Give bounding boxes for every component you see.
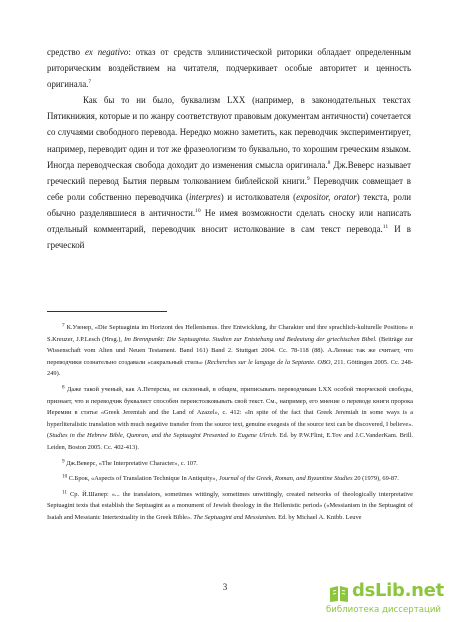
- footnote-8: [47, 384, 413, 454]
- footnote-number: 8: [62, 384, 65, 391]
- footnote-11: [47, 489, 413, 524]
- footnote-text: Дж.Веверс, «The Interpretative Character», с. 107.: [66, 459, 198, 467]
- paragraph-2: Как бы то ни было, буквализм LXX (например, в законодательных текстах Пятикнижия, которые и по жанру соответствуют правовым документам античности) сочетается со случаями свободного перевода. Нередко можно заметить, как переводчик экспериментирует, например, переводит один и тот же фразеологизм то буквально, то хорошим греческим языком. Иногда переводческая свобода доходит до изменения смысла оригинала.$^8$ Дж.Веверс называет греческий перевод Бытия первым толкованием библейской книги.$^9$ Переводчик совмещает в себе роли собственно переводчика (interpres) и истолкователя (expositor, orator) текста, роли обычно разделявшиеся в античности.$^{10}$ Не имея возможности сделать сноску или написать отдельный комментарий, переводчик вносит истолкование в сам текст перевода.$^{11}$ И в греческой: [47, 95, 412, 251]
- watermark-brand: dsLib.net: [352, 580, 444, 601]
- footnote-text: Ср. Й.Шапер: «... the translators, sometimes wittingly, sometimes unwittingly, created networks of theologically interpretative Septuagint texts that establish the Septuagint as a monument of Jewish theology in the Hellenistic period» («Messianism in the Septuagint of Isaiah and Messianic Intertextuality in the Greek Bible». The Septuagint and Messianism. Ed. by Michael A. Knibb. Leuve: [47, 490, 413, 521]
- footnote-text: Даже такой ученый, как А.Петерсма, не склонный, в общем, приписывать переводчикам LXX особой творческой свободы, признает, что и переводчик буквалист способен переистолковывать свой текст. См., например, его мнение о переводе книги пророка Иеремии в статье «Greek Jeremiah and the Land of Azazel», с. 412: «In spite of the fact that Greek Jeremiah in some ways is a hyperliteralistic translation with much negative transfer from the source text, genuine exegesis of the source text can be discovered, I believe». (Studies in the Hebrew Bible, Qumran, and the Septuagint Presented to Eugene Ulrich. Ed. by P.W.Flint, E.Tov and J.C.VanderKam. Brill. Leiden, Boston 2005. Сс. 402-413).: [47, 385, 413, 451]
- page-number: 3: [222, 582, 228, 592]
- footnote-number: 11: [62, 489, 67, 496]
- footnote-7: [47, 322, 413, 380]
- footnote-number: 7: [62, 322, 65, 329]
- footnote-number: 10: [62, 473, 68, 480]
- footnote-10: [47, 473, 413, 485]
- footnotes: [47, 322, 413, 528]
- paragraph-1: средство ex negativo: отказ от средств эллинистической риторики обладает определенным риторическим воздействием на читателя, подчеркивает особые авторитет и ценность оригинала.$^7$: [47, 47, 411, 90]
- footnote-text: К.Узенер, «Die Septuaginta im Horizont des Hellenismus. Ihre Entwicklung, ihr Charakter und ihre sprachlich-kulturelle Position» в S.Kreuzer, J.P.Lesch (Hrsg.), Im Brennpunkt: Die Septuaginta. Studien zur Entstehung und Bedeutung der griechischen Bibel. (Beiträge zur Wissenschaft vom Alten und Neuen Testament. Band 161) Band 2. Stuttgart 2004. Сс. 78-118 (88). А.Леонас так же считает, что переводчики сознательно создавали «сакральный стиль» (Recherches sur le langage de la Septante. OBO, 211. Göttingen 2005. Сс. 248-249).: [47, 324, 413, 378]
- main-text: [47, 44, 411, 253]
- footnote-number: 9: [62, 458, 65, 465]
- footnote-separator: [47, 311, 167, 312]
- book-logo-icon: [328, 584, 350, 604]
- watermark[interactable]: [318, 580, 448, 620]
- footnote-text: С.Брок, «Aspects of Translation Technique In Antiquity», Journal of the Greek, Roman, and Byzantine Studies 20 (1979), 69-87.: [68, 475, 399, 483]
- footnote-9: [47, 458, 413, 470]
- watermark-subtitle: библиотека диссертаций: [326, 605, 442, 615]
